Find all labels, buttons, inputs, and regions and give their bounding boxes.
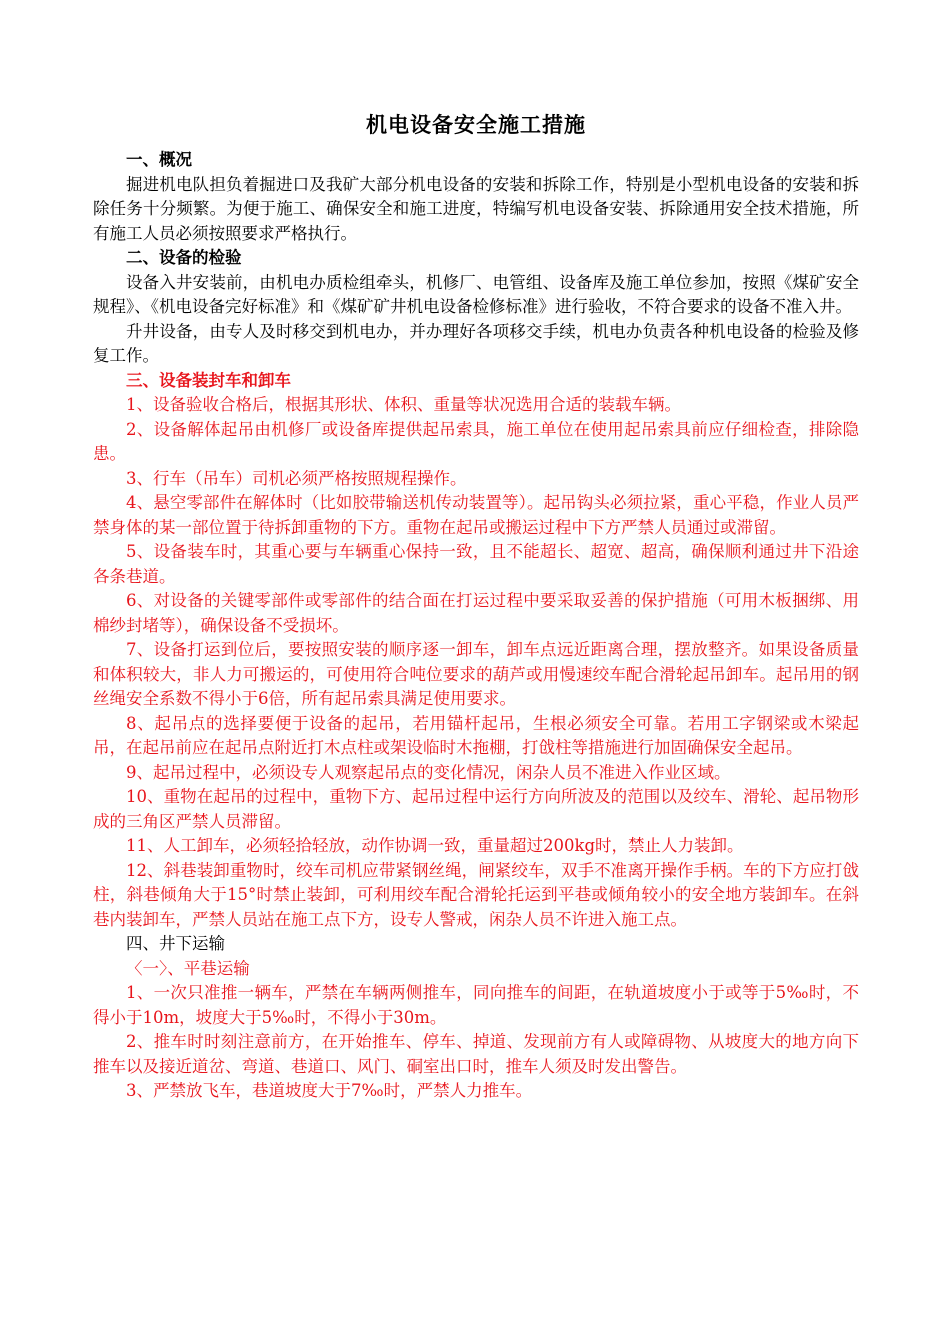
list-item: 7、设备打运到位后，要按照安装的顺序逐一卸车，卸车点远近距离合理，摆放整齐。如果设备质量和体积较大，非人力可搬运的，可使用符合吨位要求的葫芦或用慢速绞车配合滑轮起吊卸车。起吊用的钢丝绳安全系数不得小于6倍，所有起吊索具满足使用要求。 xyxy=(93,640,859,708)
list-item: 3、严禁放飞车，巷道坡度大于7‰时，严禁人力推车。 xyxy=(126,1081,533,1100)
list-item: 12、斜巷装卸重物时，绞车司机应带紧钢丝绳，闸紧绞车，双手不准离开操作手柄。车的下方应打戗柱，斜巷倾角大于15°时禁止装卸，可利用绞车配合滑轮托运到平巷或倾角较小的安全地方装卸车。在斜巷内装卸车，严禁人员站在施工点下方，设专人警戒，闲杂人员不许进入施工点。 xyxy=(93,860,859,929)
list-item: 6、对设备的关键零部件或零部件的结合面在打运过程中要采取妥善的保护措施（可用木板捆绑、用棉纱封堵等），确保设备不受损坏。 xyxy=(93,591,859,635)
section-heading-overview: 一、概况 xyxy=(126,150,192,169)
document-title: 机电设备安全施工措施 xyxy=(366,113,586,137)
list-item: 4、悬空零部件在解体时（比如胶带输送机传动装置等）。起吊钩头必须拉紧，重心平稳，作业人员严禁身体的某一部位置于待拆卸重物的下方。重物在起吊或搬运过程中下方严禁人员通过或滞留。 xyxy=(93,493,859,537)
list-item: 5、设备装车时，其重心要与车辆重心保持一致，且不能超长、超宽、超高，确保顺利通过井下沿途各条巷道。 xyxy=(93,542,859,586)
paragraph: 升井设备，由专人及时移交到机电办，并办理好各项移交手续，机电办负责各种机电设备的检验及修复工作。 xyxy=(93,321,859,365)
list-item: 11、人工卸车，必须轻拾轻放，动作协调一致，重量超过200kg时，禁止人力装卸。 xyxy=(126,836,744,855)
subsection-heading-level-roadway: 〈一〉、平巷运输 xyxy=(126,958,250,978)
section-heading-underground-transport: 四、井下运输 xyxy=(126,934,225,953)
paragraph: 设备入井安装前，由机电办质检组牵头，机修厂、电管组、设备库及施工单位参加，按照《煤矿安全规程》、《机电设备完好标准》和《煤矿矿井机电设备检修标准》进行验收，不符合要求的设备不准入井。 xyxy=(93,272,859,316)
list-item: 2、设备解体起吊由机修厂或设备库提供起吊索具，施工单位在使用起吊索具前应仔细检查，排除隐患。 xyxy=(93,419,859,463)
paragraph: 掘进机电队担负着掘进口及我矿大部分机电设备的安装和拆除工作，特别是小型机电设备的安装和拆除任务十分频繁。为便于施工、确保安全和施工进度，特编写机电设备安装、拆除通用安全技术措施，所有施工人员必须按照要求严格执行。 xyxy=(93,174,859,243)
list-item: 2、推车时时刻注意前方，在开始推车、停车、掉道、发现前方有人或障碍物、从坡度大的地方向下推车以及接近道岔、弯道、巷道口、风门、硐室出口时，推车人须及时发出警告。 xyxy=(93,1032,859,1076)
document-page xyxy=(93,110,859,1104)
list-item: 10、重物在起吊的过程中，重物下方、起吊过程中运行方向所波及的范围以及绞车、滑轮、起吊物形成的三角区严禁人员滞留。 xyxy=(93,787,859,831)
list-item: 3、行车（吊车）司机必须严格按照规程操作。 xyxy=(126,468,467,488)
list-item: 1、设备验收合格后，根据其形状、体积、重量等状况选用合适的装载车辆。 xyxy=(126,395,681,414)
list-item: 1、一次只准推一辆车，严禁在车辆两侧推车，同向推车的间距，在轨道坡度小于或等于5‰时，不得小于10m，坡度大于5‰时，不得小于30m。 xyxy=(93,983,859,1027)
section-heading-loading-unloading: 三、设备装封车和卸车 xyxy=(126,370,291,390)
list-item: 8、起吊点的选择要便于设备的起吊，若用锚杆起吊，生根必须安全可靠。若用工字钢梁或木梁起吊，在起吊前应在起吊点附近打木点柱或架设临时木拖棚，打戗柱等措施进行加固确保安全起吊。 xyxy=(93,713,859,757)
section-heading-inspection: 二、设备的检验 xyxy=(126,248,242,267)
list-item: 9、起吊过程中，必须设专人观察起吊点的变化情况，闲杂人员不准进入作业区域。 xyxy=(126,762,731,782)
